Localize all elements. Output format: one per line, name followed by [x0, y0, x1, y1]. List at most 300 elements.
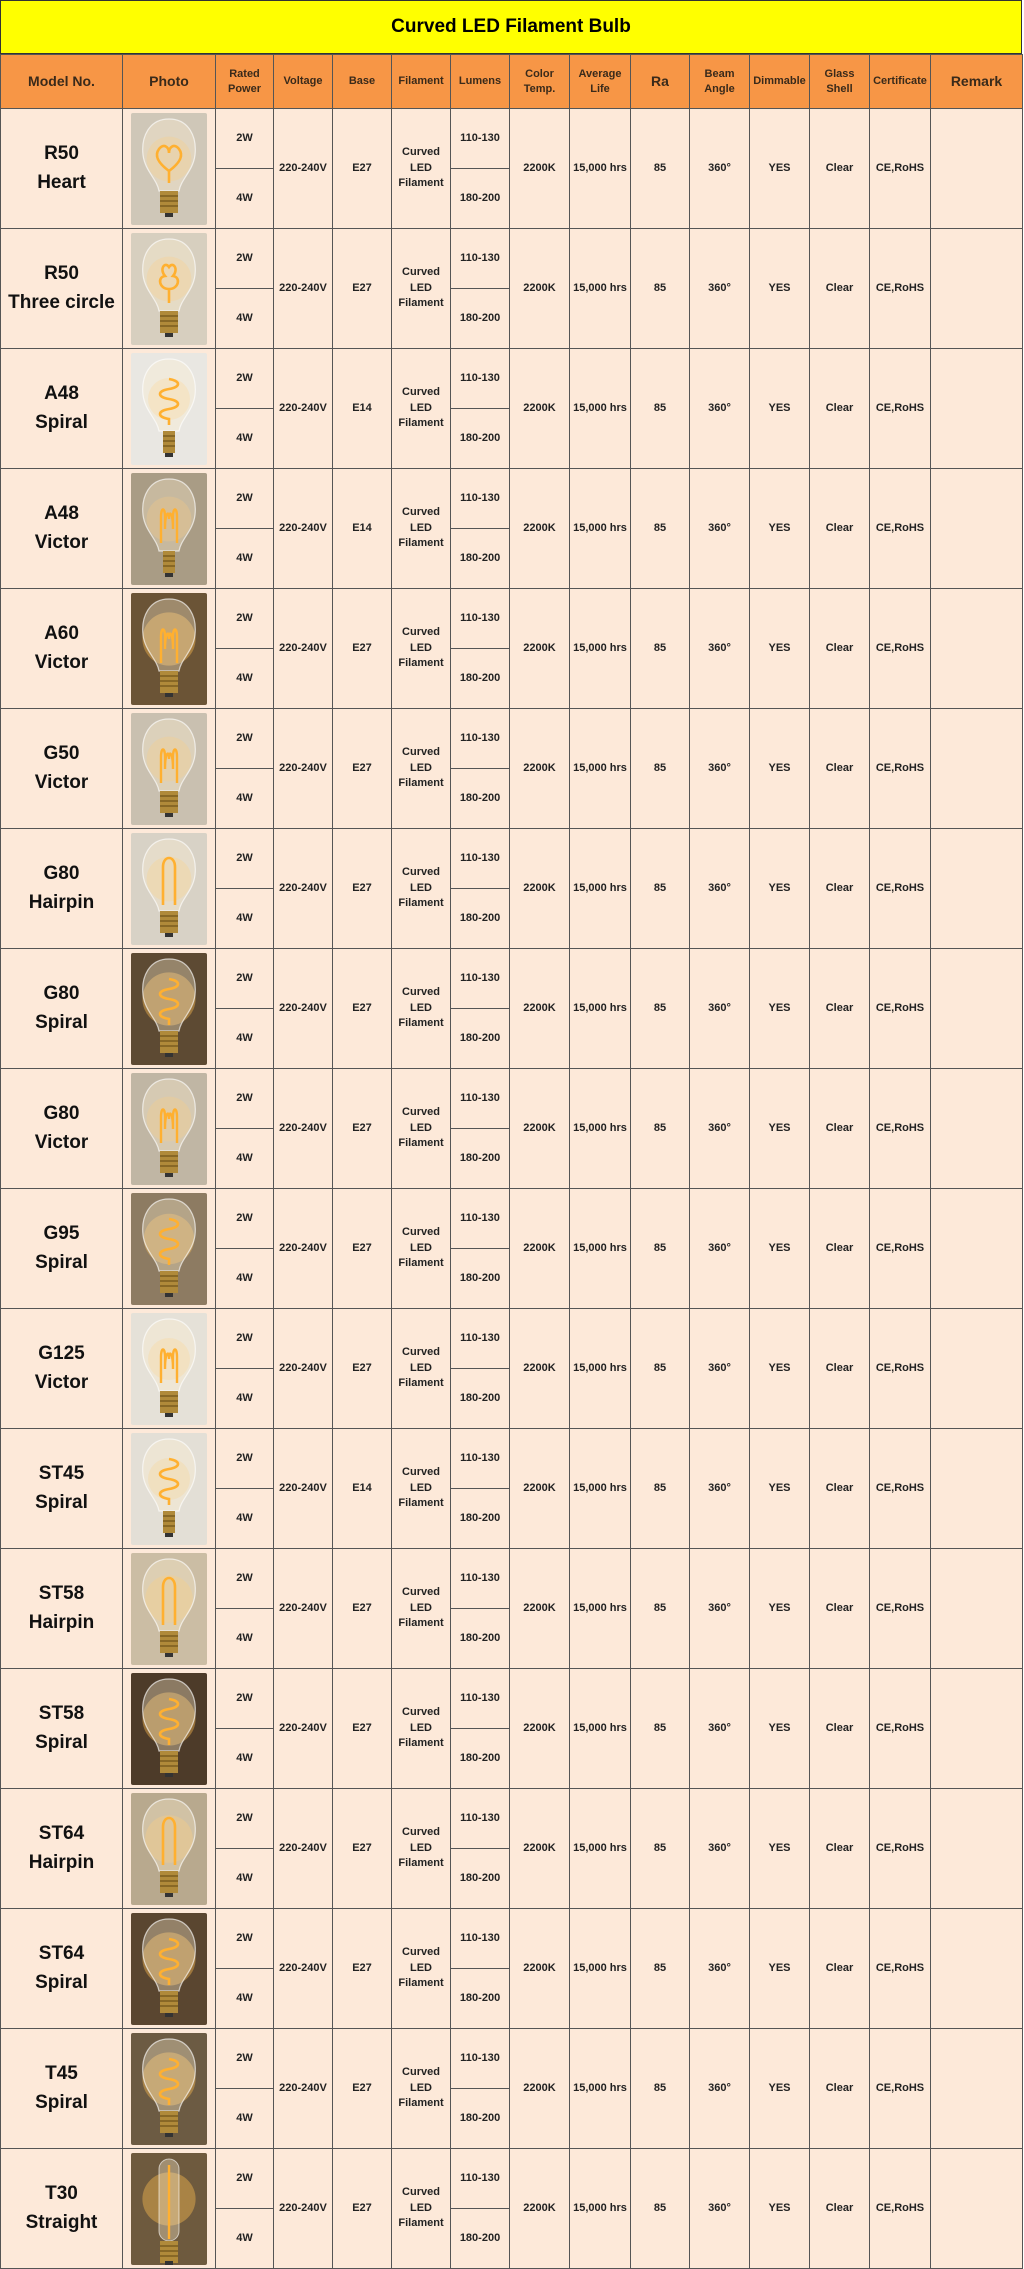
- filament-line-3: Filament: [398, 777, 444, 790]
- voltage-cell: 220-240V: [274, 1429, 333, 1549]
- model-code: G80: [43, 863, 80, 884]
- power-low: 2W: [216, 1309, 274, 1369]
- life-cell: 15,000 hrs: [570, 949, 631, 1069]
- filament-line-3: Filament: [398, 1017, 444, 1030]
- photo-cell: [123, 829, 216, 949]
- beam-cell: 360°: [690, 469, 750, 589]
- dimmable-cell: YES: [750, 1909, 810, 2029]
- beam-cell: 360°: [690, 2029, 750, 2149]
- model-no-cell: [1, 109, 123, 229]
- model-code: G95: [43, 1223, 80, 1244]
- model-name: Spiral: [35, 1491, 88, 1513]
- header-dimmable: Dimmable: [750, 55, 810, 109]
- filament-line-2: LED: [410, 1961, 432, 1974]
- life-cell: 15,000 hrs: [570, 1909, 631, 2029]
- power-low: 2W: [216, 1429, 274, 1489]
- voltage-cell: 220-240V: [274, 1549, 333, 1669]
- photo-cell: [123, 2149, 216, 2269]
- filament-line-3: Filament: [398, 1737, 444, 1750]
- filament-line-1: Curved: [402, 985, 440, 998]
- bulb-photo: [131, 1193, 207, 1305]
- glass-cell: Clear: [810, 1909, 870, 2029]
- life-cell: 15,000 hrs: [570, 589, 631, 709]
- model-code: ST64: [38, 1943, 85, 1964]
- lumens-high: 180-200: [451, 649, 510, 709]
- lumens-low: 110-130: [451, 829, 510, 889]
- filament-line-3: Filament: [398, 1617, 444, 1630]
- beam-cell: 360°: [690, 1069, 750, 1189]
- lumens-high: 180-200: [451, 529, 510, 589]
- bulb-photo: [131, 833, 207, 945]
- photo-cell: [123, 229, 216, 349]
- power-high: 4W: [216, 169, 274, 229]
- lumens-high: 180-200: [451, 1369, 510, 1429]
- filament-line-3: Filament: [398, 1857, 444, 1870]
- model-name: Straight: [25, 2211, 98, 2233]
- model-no-cell: [1, 469, 123, 589]
- beam-cell: 360°: [690, 829, 750, 949]
- model-no-cell: [1, 1189, 123, 1309]
- photo-cell: [123, 109, 216, 229]
- filament-line-1: Curved: [402, 625, 440, 638]
- filament-line-1: Curved: [402, 385, 440, 398]
- bulb-photo: [131, 593, 207, 705]
- base-cell: E14: [333, 1429, 392, 1549]
- voltage-cell: 220-240V: [274, 2149, 333, 2269]
- model-code: ST64: [38, 1823, 85, 1844]
- power-high: 4W: [216, 1369, 274, 1429]
- ra-cell: 85: [631, 1429, 690, 1549]
- base-cell: E27: [333, 229, 392, 349]
- life-cell: 15,000 hrs: [570, 1549, 631, 1669]
- dimmable-cell: YES: [750, 1189, 810, 1309]
- base-cell: E27: [333, 1909, 392, 2029]
- glass-cell: Clear: [810, 1189, 870, 1309]
- color-temp-cell: 2200K: [510, 1309, 570, 1429]
- filament-cell: [392, 829, 451, 949]
- power-high: 4W: [216, 289, 274, 349]
- table-row: [1, 2149, 1023, 2209]
- header-filament: Filament: [392, 55, 451, 109]
- ra-cell: 85: [631, 229, 690, 349]
- remark-cell: [931, 1549, 1023, 1669]
- table-row: [1, 349, 1023, 409]
- filament-cell: [392, 109, 451, 229]
- remark-cell: [931, 469, 1023, 589]
- model-no-cell: [1, 589, 123, 709]
- header-model: Model No.: [1, 55, 123, 109]
- remark-cell: [931, 2029, 1023, 2149]
- ra-cell: 85: [631, 1549, 690, 1669]
- model-name: Heart: [37, 171, 86, 193]
- lumens-high: 180-200: [451, 1849, 510, 1909]
- filament-cell: [392, 349, 451, 469]
- filament-cell: [392, 1429, 451, 1549]
- header-cert: Certificate: [870, 55, 931, 109]
- power-high: 4W: [216, 529, 274, 589]
- filament-line-2: LED: [410, 1361, 432, 1374]
- color-temp-cell: 2200K: [510, 1789, 570, 1909]
- ra-cell: 85: [631, 829, 690, 949]
- color-temp-cell: 2200K: [510, 1189, 570, 1309]
- filament-line-1: Curved: [402, 1225, 440, 1238]
- model-name: Victor: [34, 1131, 89, 1153]
- ra-cell: 85: [631, 589, 690, 709]
- glass-cell: Clear: [810, 589, 870, 709]
- photo-cell: [123, 1309, 216, 1429]
- cert-cell: CE,RoHS: [870, 469, 931, 589]
- model-no-cell: [1, 949, 123, 1069]
- base-cell: E27: [333, 949, 392, 1069]
- power-high: 4W: [216, 1489, 274, 1549]
- power-high: 4W: [216, 409, 274, 469]
- lumens-low: 110-130: [451, 349, 510, 409]
- voltage-cell: 220-240V: [274, 1309, 333, 1429]
- model-name: Hairpin: [28, 1611, 95, 1633]
- power-low: 2W: [216, 1189, 274, 1249]
- model-name: Spiral: [35, 1251, 88, 1273]
- base-cell: E27: [333, 1309, 392, 1429]
- cert-cell: CE,RoHS: [870, 829, 931, 949]
- model-code: R50: [44, 263, 79, 284]
- power-high: 4W: [216, 2089, 274, 2149]
- cert-cell: CE,RoHS: [870, 709, 931, 829]
- glass-cell: Clear: [810, 1309, 870, 1429]
- bulb-photo: [131, 1433, 207, 1545]
- glass-cell: Clear: [810, 1069, 870, 1189]
- dimmable-cell: YES: [750, 229, 810, 349]
- cert-cell: CE,RoHS: [870, 2149, 931, 2269]
- color-temp-cell: 2200K: [510, 469, 570, 589]
- lumens-low: 110-130: [451, 2149, 510, 2209]
- dimmable-cell: YES: [750, 2029, 810, 2149]
- photo-cell: [123, 1189, 216, 1309]
- lumens-low: 110-130: [451, 1789, 510, 1849]
- model-name: Victor: [34, 771, 89, 793]
- lumens-high: 180-200: [451, 769, 510, 829]
- power-low: 2W: [216, 829, 274, 889]
- dimmable-cell: YES: [750, 1669, 810, 1789]
- voltage-cell: 220-240V: [274, 229, 333, 349]
- ra-cell: 85: [631, 949, 690, 1069]
- glass-cell: Clear: [810, 1549, 870, 1669]
- model-no-cell: [1, 829, 123, 949]
- filament-line-2: LED: [410, 1241, 432, 1254]
- lumens-high: 180-200: [451, 1729, 510, 1789]
- lumens-low: 110-130: [451, 469, 510, 529]
- color-temp-cell: 2200K: [510, 1669, 570, 1789]
- beam-cell: 360°: [690, 1309, 750, 1429]
- remark-cell: [931, 2149, 1023, 2269]
- remark-cell: [931, 589, 1023, 709]
- cert-cell: CE,RoHS: [870, 949, 931, 1069]
- bulb-photo: [131, 713, 207, 825]
- photo-cell: [123, 1069, 216, 1189]
- power-low: 2W: [216, 1069, 274, 1129]
- beam-cell: 360°: [690, 1789, 750, 1909]
- life-cell: 15,000 hrs: [570, 1189, 631, 1309]
- filament-line-3: Filament: [398, 1977, 444, 1990]
- table-row: [1, 469, 1023, 529]
- photo-cell: [123, 1549, 216, 1669]
- model-no-cell: [1, 1669, 123, 1789]
- filament-line-3: Filament: [398, 177, 444, 190]
- life-cell: 15,000 hrs: [570, 829, 631, 949]
- filament-line-1: Curved: [402, 2065, 440, 2078]
- remark-cell: [931, 349, 1023, 469]
- header-glass: Glass Shell: [810, 55, 870, 109]
- lumens-high: 180-200: [451, 889, 510, 949]
- life-cell: 15,000 hrs: [570, 109, 631, 229]
- photo-cell: [123, 349, 216, 469]
- power-low: 2W: [216, 1789, 274, 1849]
- power-low: 2W: [216, 709, 274, 769]
- base-cell: E27: [333, 1069, 392, 1189]
- voltage-cell: 220-240V: [274, 469, 333, 589]
- voltage-cell: 220-240V: [274, 1789, 333, 1909]
- model-code: T30: [45, 2183, 78, 2204]
- filament-line-2: LED: [410, 281, 432, 294]
- model-no-cell: [1, 2029, 123, 2149]
- lumens-high: 180-200: [451, 409, 510, 469]
- dimmable-cell: YES: [750, 1789, 810, 1909]
- photo-cell: [123, 1429, 216, 1549]
- power-low: 2W: [216, 469, 274, 529]
- glass-cell: Clear: [810, 2029, 870, 2149]
- filament-cell: [392, 2149, 451, 2269]
- photo-cell: [123, 2029, 216, 2149]
- lumens-low: 110-130: [451, 1309, 510, 1369]
- ra-cell: 85: [631, 1069, 690, 1189]
- filament-cell: [392, 1669, 451, 1789]
- cert-cell: CE,RoHS: [870, 229, 931, 349]
- dimmable-cell: YES: [750, 589, 810, 709]
- filament-cell: [392, 589, 451, 709]
- glass-cell: Clear: [810, 1669, 870, 1789]
- voltage-cell: 220-240V: [274, 349, 333, 469]
- power-high: 4W: [216, 649, 274, 709]
- filament-line-2: LED: [410, 161, 432, 174]
- power-low: 2W: [216, 349, 274, 409]
- beam-cell: 360°: [690, 1909, 750, 2029]
- remark-cell: [931, 1909, 1023, 2029]
- life-cell: 15,000 hrs: [570, 1309, 631, 1429]
- ra-cell: 85: [631, 2029, 690, 2149]
- lumens-low: 110-130: [451, 1669, 510, 1729]
- model-no-cell: [1, 1429, 123, 1549]
- filament-cell: [392, 229, 451, 349]
- filament-cell: [392, 1549, 451, 1669]
- filament-cell: [392, 709, 451, 829]
- header-power: Rated Power: [216, 55, 274, 109]
- filament-line-2: LED: [410, 1601, 432, 1614]
- base-cell: E27: [333, 709, 392, 829]
- cert-cell: CE,RoHS: [870, 349, 931, 469]
- bulb-photo: [131, 353, 207, 465]
- cert-cell: CE,RoHS: [870, 1909, 931, 2029]
- table-row: [1, 1429, 1023, 1489]
- remark-cell: [931, 709, 1023, 829]
- table-row: [1, 589, 1023, 649]
- cert-cell: CE,RoHS: [870, 2029, 931, 2149]
- model-code: ST45: [38, 1463, 85, 1484]
- power-high: 4W: [216, 1009, 274, 1069]
- voltage-cell: 220-240V: [274, 1069, 333, 1189]
- table-row: [1, 109, 1023, 169]
- model-name: Victor: [34, 651, 89, 673]
- photo-cell: [123, 709, 216, 829]
- filament-line-3: Filament: [398, 2217, 444, 2230]
- dimmable-cell: YES: [750, 1549, 810, 1669]
- photo-cell: [123, 1789, 216, 1909]
- model-name: Victor: [34, 1371, 89, 1393]
- power-low: 2W: [216, 109, 274, 169]
- model-code: A48: [44, 503, 79, 524]
- glass-cell: Clear: [810, 1789, 870, 1909]
- filament-line-1: Curved: [402, 145, 440, 158]
- model-no-cell: [1, 1909, 123, 2029]
- model-no-cell: [1, 2149, 123, 2269]
- model-name: Hairpin: [28, 1851, 95, 1873]
- power-high: 4W: [216, 2209, 274, 2269]
- voltage-cell: 220-240V: [274, 709, 333, 829]
- remark-cell: [931, 1069, 1023, 1189]
- life-cell: 15,000 hrs: [570, 349, 631, 469]
- power-low: 2W: [216, 589, 274, 649]
- model-no-cell: [1, 709, 123, 829]
- ra-cell: 85: [631, 1789, 690, 1909]
- voltage-cell: 220-240V: [274, 1669, 333, 1789]
- color-temp-cell: 2200K: [510, 1069, 570, 1189]
- filament-cell: [392, 1789, 451, 1909]
- lumens-high: 180-200: [451, 1969, 510, 2029]
- base-cell: E27: [333, 1789, 392, 1909]
- base-cell: E27: [333, 1669, 392, 1789]
- lumens-low: 110-130: [451, 109, 510, 169]
- model-code: T45: [45, 2063, 78, 2084]
- filament-line-1: Curved: [402, 1705, 440, 1718]
- table-row: [1, 1669, 1023, 1729]
- filament-cell: [392, 1309, 451, 1429]
- model-code: G50: [43, 743, 80, 764]
- filament-line-1: Curved: [402, 1825, 440, 1838]
- base-cell: E27: [333, 2029, 392, 2149]
- bulb-photo: [131, 1793, 207, 1905]
- bulb-photo: [131, 1673, 207, 1785]
- lumens-low: 110-130: [451, 709, 510, 769]
- glass-cell: Clear: [810, 109, 870, 229]
- glass-cell: Clear: [810, 469, 870, 589]
- cert-cell: CE,RoHS: [870, 1069, 931, 1189]
- filament-cell: [392, 469, 451, 589]
- power-low: 2W: [216, 949, 274, 1009]
- lumens-low: 110-130: [451, 2029, 510, 2089]
- filament-cell: [392, 1069, 451, 1189]
- filament-line-1: Curved: [402, 1465, 440, 1478]
- color-temp-cell: 2200K: [510, 1909, 570, 2029]
- glass-cell: Clear: [810, 1429, 870, 1549]
- filament-line-1: Curved: [402, 1105, 440, 1118]
- filament-cell: [392, 1909, 451, 2029]
- filament-line-3: Filament: [398, 297, 444, 310]
- ra-cell: 85: [631, 469, 690, 589]
- voltage-cell: 220-240V: [274, 2029, 333, 2149]
- power-low: 2W: [216, 2149, 274, 2209]
- base-cell: E14: [333, 469, 392, 589]
- glass-cell: Clear: [810, 949, 870, 1069]
- color-temp-cell: 2200K: [510, 829, 570, 949]
- filament-line-2: LED: [410, 641, 432, 654]
- table-row: [1, 1789, 1023, 1849]
- dimmable-cell: YES: [750, 829, 810, 949]
- beam-cell: 360°: [690, 1549, 750, 1669]
- cert-cell: CE,RoHS: [870, 1669, 931, 1789]
- model-name: Three circle: [8, 291, 115, 313]
- bulb-photo: [131, 2153, 207, 2265]
- bulb-photo: [131, 2033, 207, 2145]
- model-code: G125: [38, 1343, 85, 1364]
- life-cell: 15,000 hrs: [570, 1069, 631, 1189]
- dimmable-cell: YES: [750, 949, 810, 1069]
- lumens-high: 180-200: [451, 1129, 510, 1189]
- ra-cell: 85: [631, 1909, 690, 2029]
- dimmable-cell: YES: [750, 2149, 810, 2269]
- beam-cell: 360°: [690, 949, 750, 1069]
- bulb-photo: [131, 1313, 207, 1425]
- base-cell: E14: [333, 349, 392, 469]
- voltage-cell: 220-240V: [274, 589, 333, 709]
- filament-line-2: LED: [410, 521, 432, 534]
- table-row: [1, 2029, 1023, 2089]
- bulb-photo: [131, 233, 207, 345]
- lumens-high: 180-200: [451, 1249, 510, 1309]
- filament-line-3: Filament: [398, 1377, 444, 1390]
- table-row: [1, 949, 1023, 1009]
- lumens-low: 110-130: [451, 1069, 510, 1129]
- remark-cell: [931, 1309, 1023, 1429]
- model-name: Spiral: [35, 1011, 88, 1033]
- filament-line-2: LED: [410, 2081, 432, 2094]
- cert-cell: CE,RoHS: [870, 1549, 931, 1669]
- bulb-photo: [131, 1553, 207, 1665]
- base-cell: E27: [333, 829, 392, 949]
- beam-cell: 360°: [690, 2149, 750, 2269]
- filament-line-3: Filament: [398, 417, 444, 430]
- lumens-low: 110-130: [451, 1189, 510, 1249]
- power-low: 2W: [216, 2029, 274, 2089]
- header-voltage: Voltage: [274, 55, 333, 109]
- life-cell: 15,000 hrs: [570, 2029, 631, 2149]
- lumens-high: 180-200: [451, 2089, 510, 2149]
- color-temp-cell: 2200K: [510, 109, 570, 229]
- beam-cell: 360°: [690, 589, 750, 709]
- model-name: Victor: [34, 531, 89, 553]
- power-low: 2W: [216, 1669, 274, 1729]
- life-cell: 15,000 hrs: [570, 709, 631, 829]
- lumens-low: 110-130: [451, 949, 510, 1009]
- filament-line-1: Curved: [402, 745, 440, 758]
- life-cell: 15,000 hrs: [570, 469, 631, 589]
- filament-line-2: LED: [410, 2201, 432, 2214]
- model-code: A60: [44, 623, 79, 644]
- filament-cell: [392, 1189, 451, 1309]
- model-name: Spiral: [35, 2091, 88, 2113]
- lumens-high: 180-200: [451, 1009, 510, 1069]
- model-name: Spiral: [35, 1971, 88, 1993]
- glass-cell: Clear: [810, 709, 870, 829]
- power-high: 4W: [216, 889, 274, 949]
- beam-cell: 360°: [690, 1429, 750, 1549]
